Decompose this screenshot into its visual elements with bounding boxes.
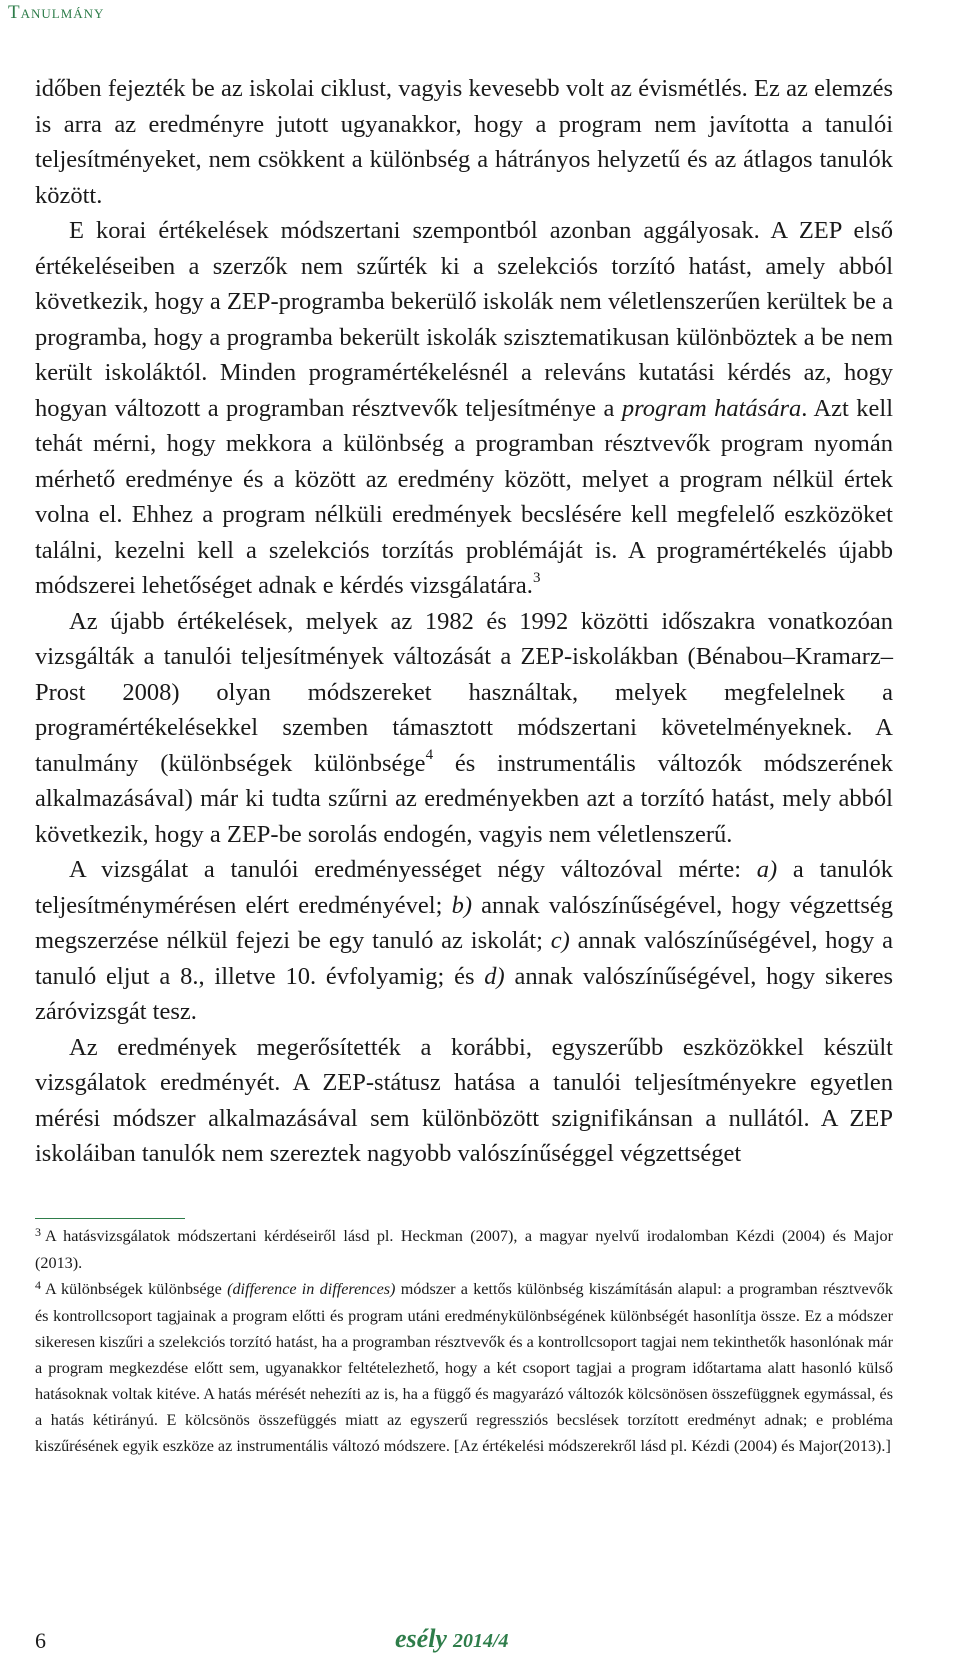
page-number: 6 <box>35 1628 46 1653</box>
footnote-3: $^3$ A hatásvizsgálatok módszertani kérdéseiről lásd pl. Heckman (2007), a magyar nyelvű irodalomban Kézdi (2004) és Major (2013). <box>35 1225 893 1272</box>
list-label-b: b) <box>451 891 472 919</box>
paragraph-3: Az újabb értékelések, melyek az 1982 és 1992 közötti időszakra vonatkozóan vizsgálták a tanulói teljesítmények változását a ZEP-iskolákban (Bénabou–Kramarz–Prost 2008) olyan módszereket használtak, melyek megfelelnek a programértékelésekkel szemben támasztott módszertani követelményeknek. A tanulmány (különbségek különbsége$^4$ és instrumentális változók módszerének alkalmazásával) már ki tudta szűrni az eredményekben azt a torzító hatást, mely abból következik, hogy a ZEP-be sorolás endogén, vagyis nem véletlenszerű. <box>35 607 893 848</box>
paragraph-5: Az eredmények megerősítették a korábbi, egyszerűbb eszközökkel készült vizsgálatok eredményét. A ZEP-státusz hatása a tanulói teljesítményekre egyetlen mérési módszer alkalmazásával sem különbözött szignifikánsan a nullától. A ZEP iskoláiban tanulók nem szereztek nagyobb valószínűséggel végzettséget <box>35 1033 893 1167</box>
footnote-ref-3[interactable]: 3 <box>532 569 541 586</box>
list-label-d: d) <box>484 962 505 990</box>
article-body <box>35 71 893 1172</box>
list-label-a: a) <box>756 856 778 883</box>
footnote-ref-4[interactable]: 4 <box>425 747 434 764</box>
footnote-divider <box>35 1218 185 1219</box>
list-label-c: c) <box>550 927 570 954</box>
paragraph-2: E korai értékelések módszertani szempontból azonban aggályosak. A ZEP első értékeléseiben a szerzők nem szűrték ki a szelekciós torzító hatást, amely abból következik, hogy a ZEP-programba bekerülő iskolák nem véletlenszerűen kerültek be a programba, hogy a programba bekerült iskolák szisztematikusan különböztek a be nem került iskoláktól. Minden programértékelésnél a releváns kutatási kérdés az, hogy hogyan változott a programban résztvevők teljesítménye a program hatására. Azt kell tehát mérni, hogy mekkora a különbség a programban résztvevők program nyomán mérhető eredménye és a között az eredmény között, melyet a program nélkül értek volna el. Ehhez a program nélküli eredmények becslésére kell megfelelő eszközöket találni, kezelni kell a szelekciós torzítás problémáját is. A programértékelés újabb módszerei lehetőséget adnak e kérdés vizsgálatára.$^3$ <box>35 217 894 599</box>
footnotes <box>35 1223 893 1459</box>
paragraph-4: A vizsgálat a tanulói eredményességet négy változóval mérte: a) a tanulók teljesítménymérésen elért eredményével; b) annak valószínűségével, hogy végzettség megszerzése nélkül fejezi be egy tanuló az iskolát; c) annak valószínűségével, hogy a tanuló eljut a 8., illetve 10. évfolyamig; és d) annak valószínűségével, hogy sikeres záróvizsgát tesz. <box>35 856 893 1025</box>
footnote-number: 4 <box>35 1278 41 1292</box>
emphasis: program hatására <box>621 394 802 422</box>
journal-issue: 2014/4 <box>452 1630 509 1652</box>
journal-name: esély 2014/4 <box>395 1624 509 1653</box>
footnote-number: 3 <box>35 1225 41 1239</box>
emphasis: (difference in differences) <box>227 1280 396 1298</box>
footnote-4: $^4$ A különbségek különbsége (difference in differences) módszer a kettős különbség kiszámításán alapul: a programban résztvevők és kontrollcsoport tagjainak a program előtti és program utáni eredménykülönbségének különbségét hasonlítja össze. Ez a módszer sikeresen kiszűri a szelekciós torzító hatást, ha a programban résztvevők és a kontrollcsoport tagjai nem tekinthetők hasonlónak már a program megkezdése előtt sem, ugyanakkor feltételezhető, hogy a két csoport tagjai a program időtartama alatt hasonló külső hatásoknak voltak kitéve. A hatás mérését nehezíti az is, ha a függő és magyarázó változók kölcsönösen összefüggnek egymással, és a hatás kétirányú. E kölcsönös összefüggés miatt az egyszerű regressziós becslések torzított eredményt adnak; e probléma kiszűrésének egyik eszköze az instrumentális változó módszere. [Az értékelési módszerekről lásd pl. Kézdi (2004) és Major(2013).] <box>35 1278 893 1455</box>
section-header: Tanulmány <box>8 2 105 23</box>
paragraph-1: időben fejezték be az iskolai ciklust, vagyis kevesebb volt az évismétlés. Ez az elemzés is arra az eredményre jutott ugyanakkor, hogy a program nem javította a tanulói teljesítményeket, nem csökkent a különbség a hátrányos helyzetű és az átlagos tanulók között. <box>35 75 893 209</box>
